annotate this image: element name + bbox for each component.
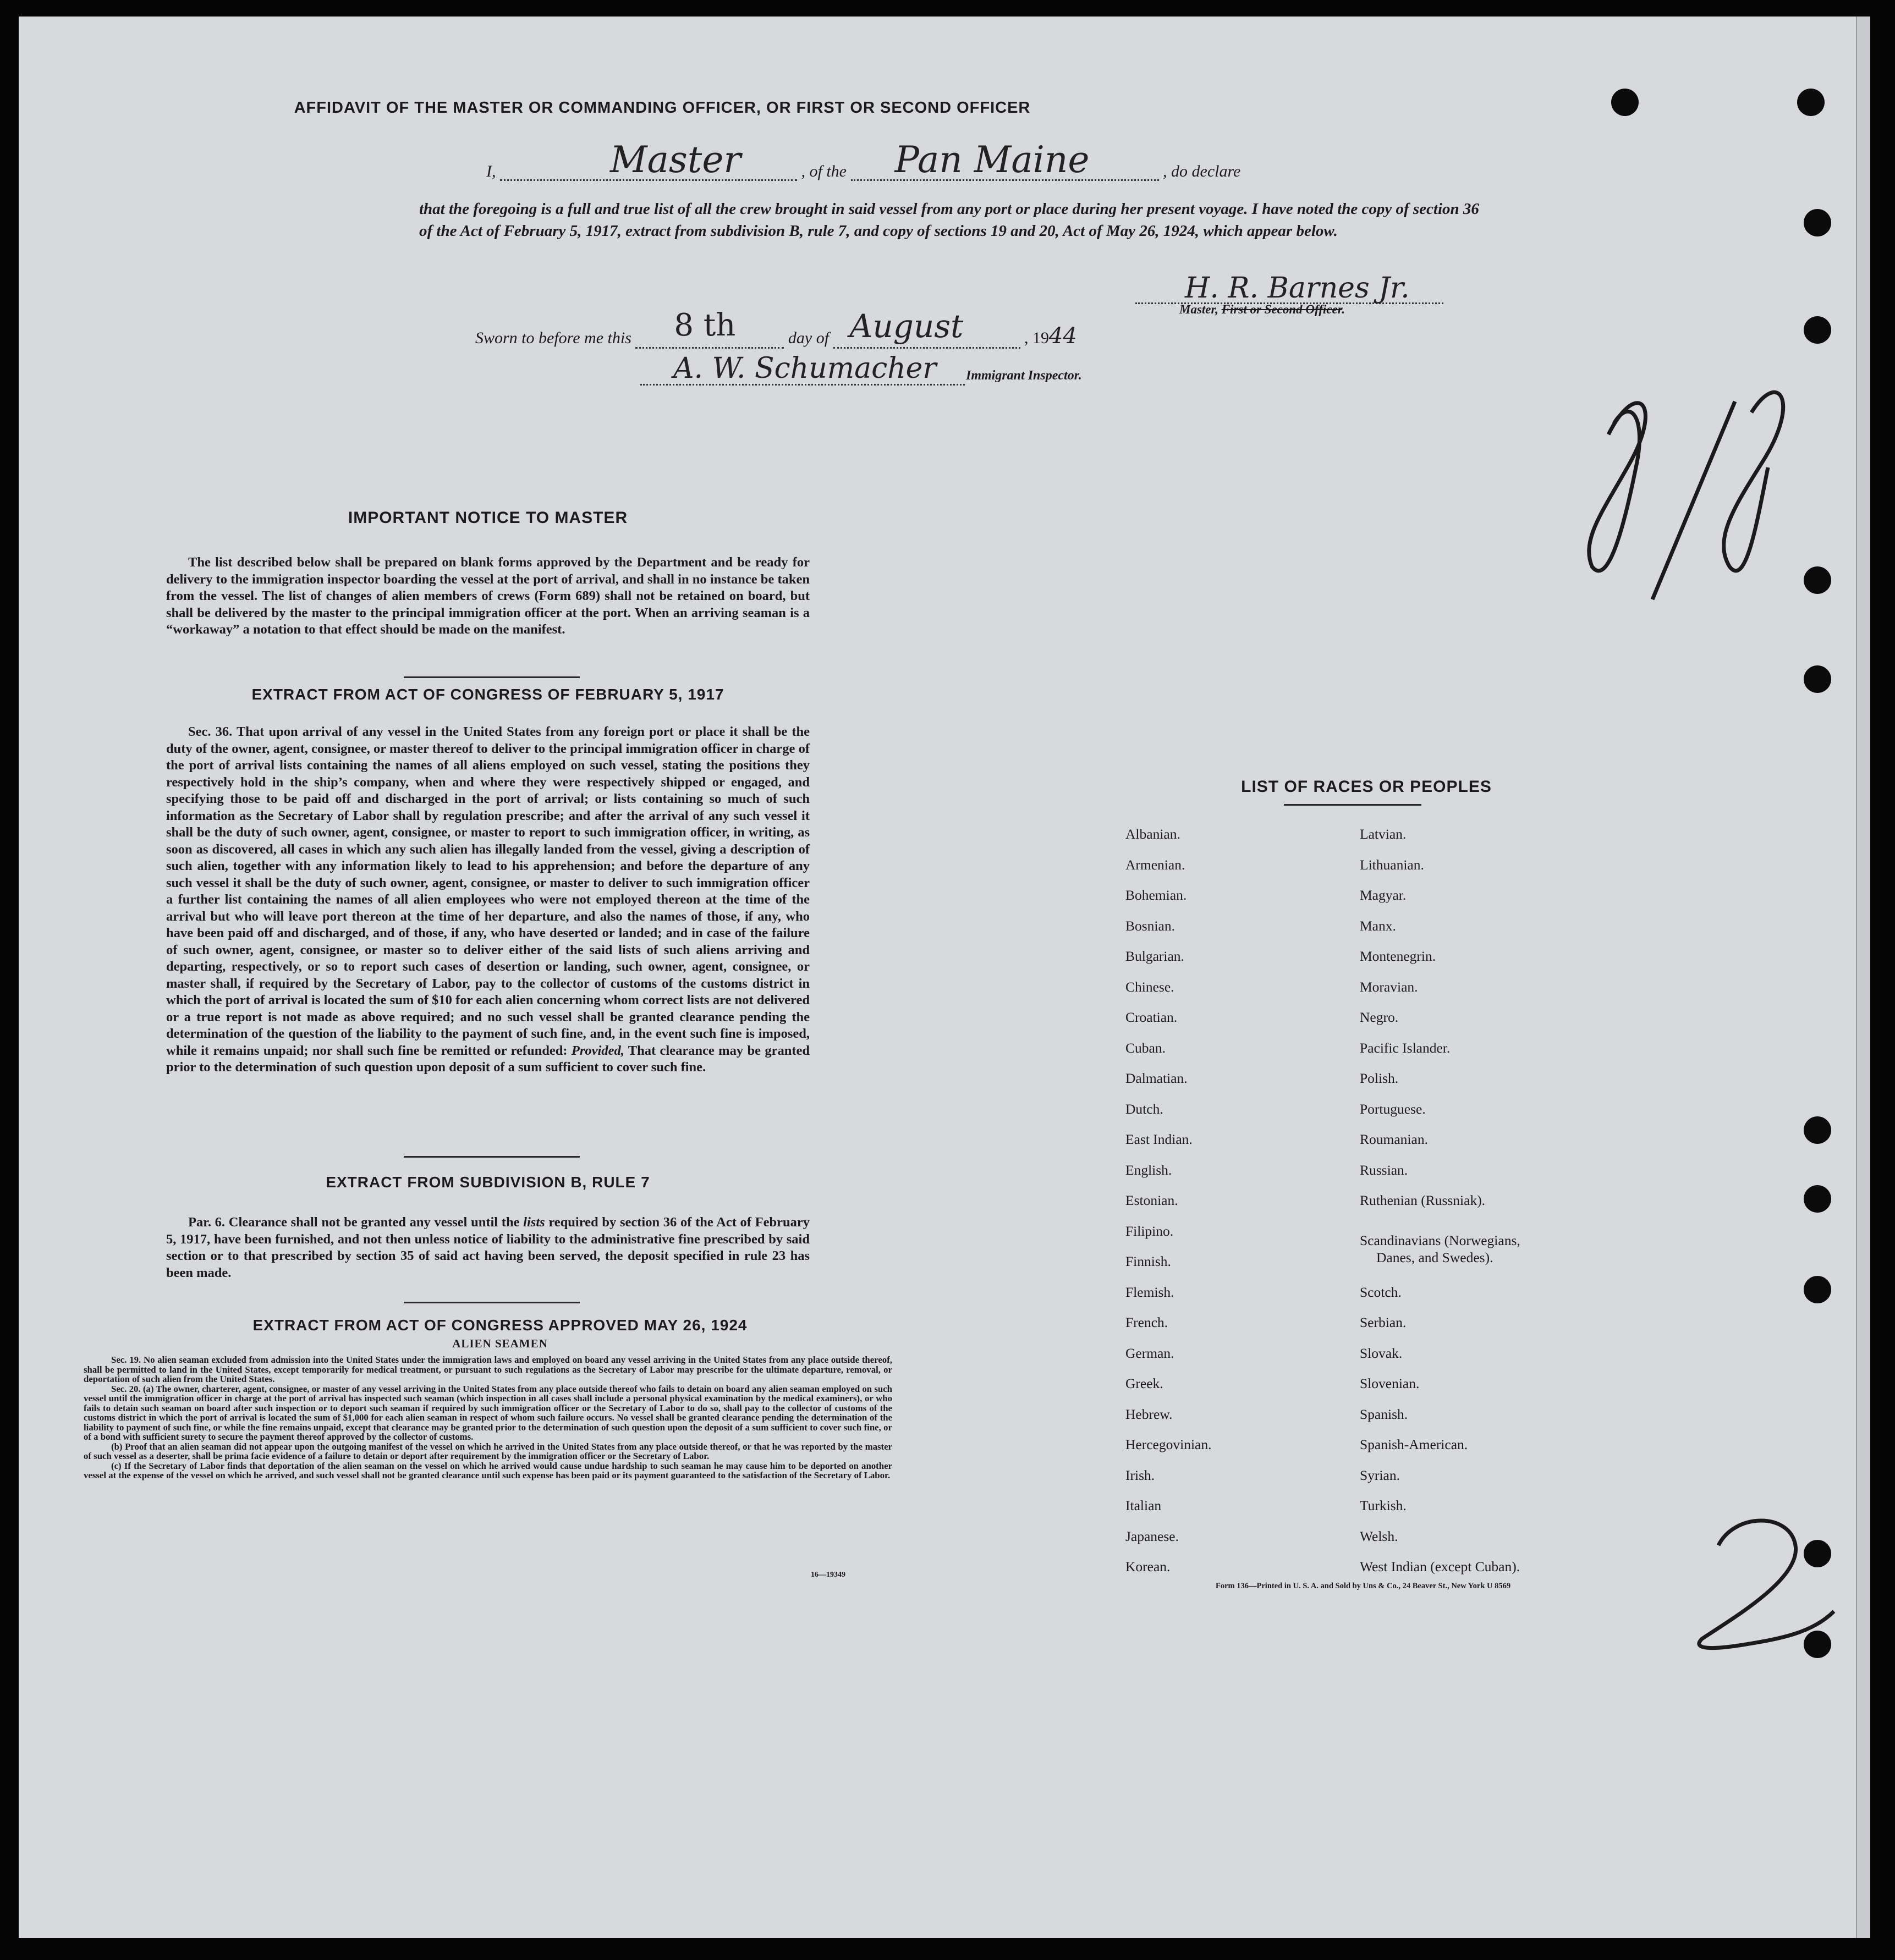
race-item: Cuban. (1125, 1040, 1166, 1056)
race-item: Japanese. (1125, 1528, 1179, 1544)
act1924-body (84, 1355, 892, 1480)
rule7-lists: lists (523, 1215, 545, 1230)
binder-hole (1804, 209, 1831, 236)
race-item: Irish. (1125, 1467, 1155, 1483)
race-item: Pacific Islander. (1360, 1040, 1451, 1056)
notice-body: The list described below shall be prepared on blank forms approved by the Department and be ready for delivery to the immigration inspector boarding the vessel at the port of arrival, and shall in no instance be taken from the vessel. The list of changes of alien members of crews (Form 689) shall not be retained on board, but shall be delivered by the master to the principal immigration officer at the port. When an arriving seaman is a “workaway” a notation to that effect should be made on the manifest. (166, 555, 810, 637)
race-item: Moravian. (1360, 979, 1418, 995)
race-item: West Indian (except Cuban). (1360, 1559, 1520, 1574)
race-item: Hebrew. (1125, 1406, 1173, 1422)
act1917-body (166, 724, 810, 1076)
race-item: Bohemian. (1125, 887, 1187, 903)
handwritten-month: August (849, 307, 964, 345)
page-edge (1856, 16, 1870, 1938)
race-item: Bulgarian. (1125, 948, 1184, 964)
vessel-field (851, 139, 1159, 181)
rule7-title: EXTRACT FROM SUBDIVISION B, RULE 7 (326, 1174, 650, 1191)
race-item: Hercegovinian. (1125, 1436, 1212, 1452)
race-item: Polish. (1360, 1070, 1399, 1086)
race-item: Dalmatian. (1125, 1070, 1188, 1086)
of-the-label: , of the (801, 162, 847, 180)
act1924-subtitle: ALIEN SEAMEN (452, 1337, 548, 1350)
day-field (635, 307, 784, 349)
race-item: Russian. (1360, 1162, 1408, 1178)
form-code: 16—19349 (811, 1571, 845, 1579)
binder-hole (1804, 316, 1831, 344)
binder-hole (1804, 1116, 1831, 1144)
binder-hole (1804, 1540, 1831, 1567)
race-item: Spanish. (1360, 1406, 1408, 1422)
race-item: Latvian. (1360, 826, 1407, 842)
race-item: Slovenian. (1360, 1375, 1420, 1391)
name-field (500, 139, 797, 181)
signature-caption-end: . (1342, 302, 1345, 316)
binder-hole (1804, 566, 1831, 594)
inspector-caption: Immigrant Inspector. (966, 368, 1082, 383)
race-item: Dutch. (1125, 1101, 1163, 1117)
race-item: Serbian. (1360, 1314, 1407, 1330)
race-item: Portuguese. (1360, 1101, 1426, 1117)
act1917-text-b: That clearance may be granted prior to the determination of such question upon deposit of a sum sufficient to cover such fine. (166, 1043, 810, 1075)
race-item: Finnish. (1125, 1253, 1171, 1269)
race-item: Scotch. (1360, 1284, 1402, 1300)
binder-hole (1804, 665, 1831, 693)
act1917-section-label: Sec. 36. (188, 724, 233, 739)
race-item: Spanish-American. (1360, 1436, 1468, 1452)
race-item: Bosnian. (1125, 918, 1175, 934)
race-item: Italian (1125, 1497, 1162, 1513)
race-item: Lithuanian. (1360, 857, 1424, 873)
affidavit-title: AFFIDAVIT OF THE MASTER OR COMMANDING OFFICER, OR FIRST OR SECOND OFFICER (294, 99, 1031, 117)
signature-caption (1179, 302, 1345, 317)
race-item: English. (1125, 1162, 1172, 1178)
race-item: Syrian. (1360, 1467, 1400, 1483)
do-declare-label: , do declare (1163, 162, 1241, 180)
rule7-label: Par. 6. (188, 1215, 226, 1230)
race-item: Montenegrin. (1360, 948, 1436, 964)
race-item: Korean. (1125, 1559, 1171, 1574)
race-item: Flemish. (1125, 1284, 1174, 1300)
race-item: Scandinavians (Norwegians, (1360, 1232, 1520, 1248)
inspector-signature: A. W. Schumacher (673, 352, 937, 385)
races-title: LIST OF RACES OR PEOPLES (1241, 778, 1492, 796)
divider (404, 676, 580, 678)
handwritten-year: 44 (1049, 323, 1077, 349)
race-item: Magyar. (1360, 887, 1407, 903)
race-item: French. (1125, 1314, 1168, 1330)
handwritten-date-mark (1570, 357, 1801, 643)
master-signature: H. R. Barnes Jr. (1185, 272, 1410, 305)
sec20c-paragraph: (c) If the Secretary of Labor finds that deportation of the alien seaman on the vessel on which he arrived would cause undue hardship to such seaman he may cause him to be deported on another vessel at the expense of the vessel on which he arrived, and such vessel shall not be granted clearance until such expense has been paid or its payment guaranteed to the satisfaction of the Secretary of Labor. (84, 1460, 892, 1480)
sec20a-paragraph (84, 1384, 892, 1442)
printer-footer: Form 136—Printed in U. S. A. and Sold by Uns & Co., 24 Beaver St., New York U 8569 (1216, 1582, 1511, 1590)
affidavit-body: that the foregoing is a full and true list of all the crew brought in said vessel from any port or place during her present voyage. I have noted the copy of section 36 of the Act of February 5, 1917, extract from subdivision B, rule 7, and copy of sections 19 and 20, Act of May 26, 1924, which appear below. (419, 200, 1479, 240)
sworn-label: Sworn to before me this (475, 329, 631, 347)
inspector-signature-line (640, 352, 965, 386)
act1924-title: EXTRACT FROM ACT OF CONGRESS APPROVED MAY 26, 1924 (252, 1317, 748, 1334)
sworn-line (475, 307, 1077, 349)
race-item: Chinese. (1125, 979, 1174, 995)
affidavit-declaration-line (486, 139, 1241, 181)
affidavit-prefix: I, (486, 162, 496, 180)
sec20a-text: (a) The owner, charterer, agent, consignee, or master of any vessel arriving in the United States from any place outside thereof who fails to detain on board any alien seaman employed on such vessel until the immigration officer in charge at the port of arrival has inspected such seaman (which inspection in all cases shall include a personal physical examination by the medical examiners), or who fails to detain such seaman on board after such inspection or to deport such seaman if required by such immigration officer or the Secretary of Labor to do so, shall pay to the collector of customs of the customs district in which the port of arrival is located the sum of $1,000 for each alien seaman in respect of whom such failure occurs. No vessel shall be granted clearance pending the determination of the liability to payment of such fine, or while the fine remains unpaid, except that clearance may be granted prior to the determination of such question upon the deposit of a sum sufficient to cover such fine, or of a bond with sufficient surety to secure the payment thereof approved by the collector of customs. (84, 1383, 892, 1442)
race-item: Ruthenian (Russniak). (1360, 1192, 1486, 1208)
document-page (19, 16, 1870, 1938)
sec19-text: No alien seaman excluded from admission into the United States under the immigration laws and employed on board any vessel arriving in the United States from any place outside thereof, shall be permitted to land in the United States, except temporarily for medical treatment, or pursuant to such regulations as the Secretary of Labor may prescribe for the ultimate departure, removal, or deportation of such alien from the United States. (84, 1355, 892, 1384)
handwritten-vessel: Pan Maine (894, 139, 1090, 181)
signature-caption-struck: First or Second Officer (1221, 302, 1342, 316)
act1917-provided: Provided, (571, 1043, 624, 1058)
binder-hole (1804, 1631, 1831, 1658)
race-item: Estonian. (1125, 1192, 1178, 1208)
month-field (833, 307, 1020, 349)
binder-hole (1611, 89, 1639, 116)
binder-hole (1797, 89, 1825, 116)
race-item: Croatian. (1125, 1009, 1178, 1025)
race-item: Turkish. (1360, 1497, 1407, 1513)
sec19-label: Sec. 19. (111, 1355, 141, 1365)
notice-title: IMPORTANT NOTICE TO MASTER (348, 509, 628, 527)
race-item: Slovak. (1360, 1345, 1403, 1361)
race-item-continued: Danes, and Swedes). (1376, 1249, 1493, 1265)
race-item: Armenian. (1125, 857, 1185, 873)
rule7-body (166, 1214, 810, 1281)
race-item: Albanian. (1125, 826, 1180, 842)
signature-caption-master: Master, (1179, 302, 1222, 316)
race-item: Roumanian. (1360, 1131, 1428, 1147)
race-item: Filipino. (1125, 1223, 1174, 1239)
rule7-text-a: Clearance shall not be granted any vessel until the (228, 1215, 524, 1230)
year-printed: , 19 (1024, 329, 1050, 347)
day-of-label: day of (788, 329, 830, 347)
rule7-text-b: required by section 36 of the Act of February 5, 1917, have been furnished, and not then unless notice of liability to the administrative fine prescribed by said section or to that prescribed by section 35 of said act having been served, the deposit specified in rule 23 has been made. (166, 1215, 810, 1280)
race-item: Negro. (1360, 1009, 1399, 1025)
race-item: German. (1125, 1345, 1174, 1361)
divider (404, 1156, 580, 1158)
binder-hole (1804, 1276, 1831, 1303)
races-divider (1284, 804, 1421, 806)
handwritten-day: 8 th (674, 307, 736, 343)
master-signature-line (1135, 272, 1443, 305)
race-item: East Indian. (1125, 1131, 1193, 1147)
handwritten-name: Master (610, 139, 741, 181)
race-item: Welsh. (1360, 1528, 1398, 1544)
sec20b-paragraph: (b) Proof that an alien seaman did not appear upon the outgoing manifest of the vessel on which he arrived in the United States from any place outside thereof, or that he was reported by the master of such vessel as a deserter, shall be prima facie evidence of a failure to detain or deport after requirement by the immigration officer or the Secretary of Labor. (84, 1441, 892, 1461)
date-mark-drawing (1570, 357, 1801, 643)
race-item: Manx. (1360, 918, 1396, 934)
sec20-label: Sec. 20. (111, 1383, 141, 1394)
act1917-title: EXTRACT FROM ACT OF CONGRESS OF FEBRUARY 5, 1917 (251, 686, 724, 703)
binder-hole (1804, 1185, 1831, 1213)
race-item: Greek. (1125, 1375, 1163, 1391)
divider (404, 1302, 580, 1303)
act1917-text-a: That upon arrival of any vessel in the United States from any foreign port or place it shall be the duty of the owner, agent, consignee, or master thereof to deliver to the principal immigration officer in charge of the port of arrival lists containing the names of all aliens employed on such vessel, stating the positions they respectively hold in the ship’s company, when and where they were respectively shipped or engaged, and specifying those to be paid off and discharged in the port of arrival; or lists containing so much of such information as the Secretary of Labor shall by regulation prescribe; and after the arrival of any such vessel it shall be the duty of such owner, agent, consignee, or master to report to such immigration officer, in writing, as soon as discovered, all cases in which any such alien has illegally landed from the vessel, giving a description of such alien, together with any information likely to lead to his apprehension; and before the departure of any such vessel it shall be the duty of such owner, agent, consignee, or master to deliver to such immigration officer a further list containing the names of all alien employees who were not employed thereon at the time of the arrival but who will leave port thereon at the time of her departure, and also the names of those, if any, who have been paid off and discharged, and of those, if any, who have deserted or landed; and in case of the failure of such owner, agent, consignee, or master so to deliver either of the said lists of such aliens arriving and departing, respectively, or so to report such cases of desertion or landing, such owner, agent, consignee, or master shall, if required by the Secretary of Labor, pay to the collector of customs of the customs district in which the port of arrival is located the sum of $10 for each alien concerning whom correct lists are not delivered or a true report is not made as above required; and no such vessel shall be granted clearance pending the determination of the question of the liability to the payment of such fine, and, in the event such fine is imposed, while it remains unpaid; nor shall such fine be remitted or refunded: (166, 724, 810, 1058)
sec19-paragraph (84, 1355, 892, 1384)
